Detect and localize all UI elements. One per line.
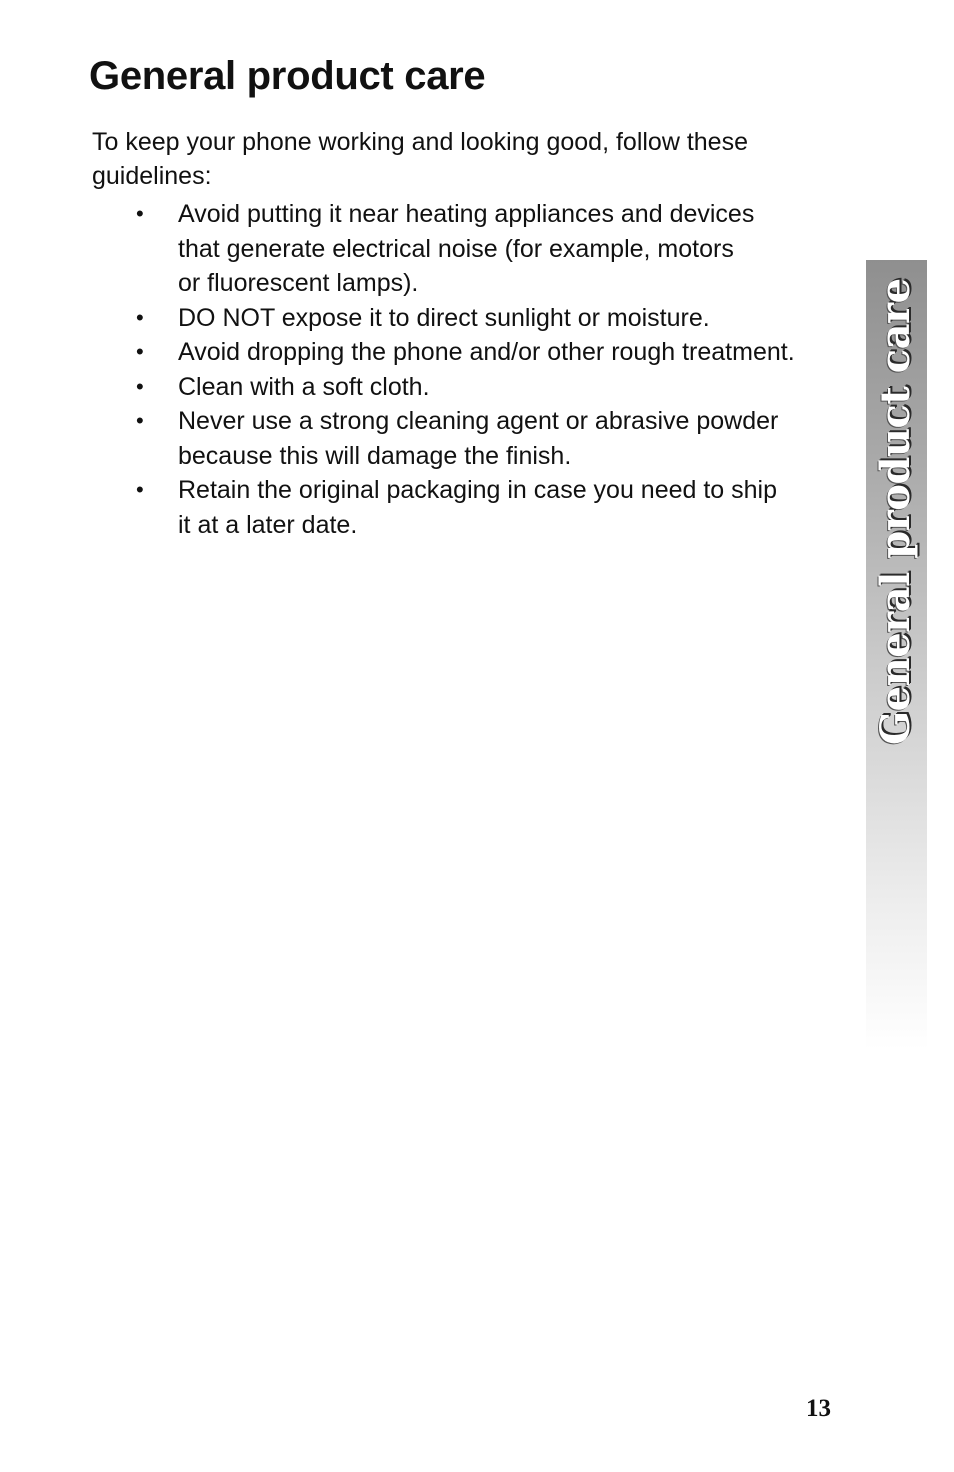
guideline-line: Avoid putting it near heating appliances and devices	[178, 200, 755, 228]
guideline-item	[130, 197, 850, 301]
intro-line: guidelines:	[92, 162, 212, 190]
guideline-line: Clean with a soft cloth.	[178, 372, 430, 401]
guideline-line: or fluorescent lamps).	[178, 269, 419, 297]
intro-line: To keep your phone working and looking good, follow these	[92, 128, 748, 156]
guideline-line: that generate electrical noise (for example, motors	[178, 234, 734, 263]
guideline-item	[130, 301, 850, 336]
guideline-line: DO NOT expose it to direct sunlight or moisture.	[178, 303, 710, 332]
guideline-item	[130, 404, 850, 473]
guideline-line: because this will damage the finish.	[178, 441, 572, 470]
guidelines-list	[130, 197, 850, 542]
bullet-icon: •	[136, 339, 144, 364]
guideline-line: Retain the original packaging in case you need to ship	[178, 476, 778, 504]
guideline-item	[130, 335, 850, 370]
page-title: General product care	[89, 54, 486, 98]
page-number: 13	[806, 1395, 831, 1422]
intro-paragraph	[92, 125, 812, 193]
section-side-tab	[866, 260, 927, 1050]
guideline-item	[130, 370, 850, 405]
guideline-line: it at a later date.	[178, 510, 358, 539]
bullet-icon: •	[136, 373, 144, 399]
guideline-line: Avoid dropping the phone and/or other rough treatment.	[178, 338, 795, 366]
side-tab-label: General product care	[872, 278, 919, 745]
guideline-line: Never use a strong cleaning agent or abrasive powder	[178, 407, 779, 435]
bullet-icon: •	[136, 304, 144, 330]
bullet-icon: •	[136, 408, 144, 433]
bullet-icon: •	[136, 201, 144, 226]
bullet-icon: •	[136, 477, 144, 502]
guideline-item	[130, 473, 850, 542]
